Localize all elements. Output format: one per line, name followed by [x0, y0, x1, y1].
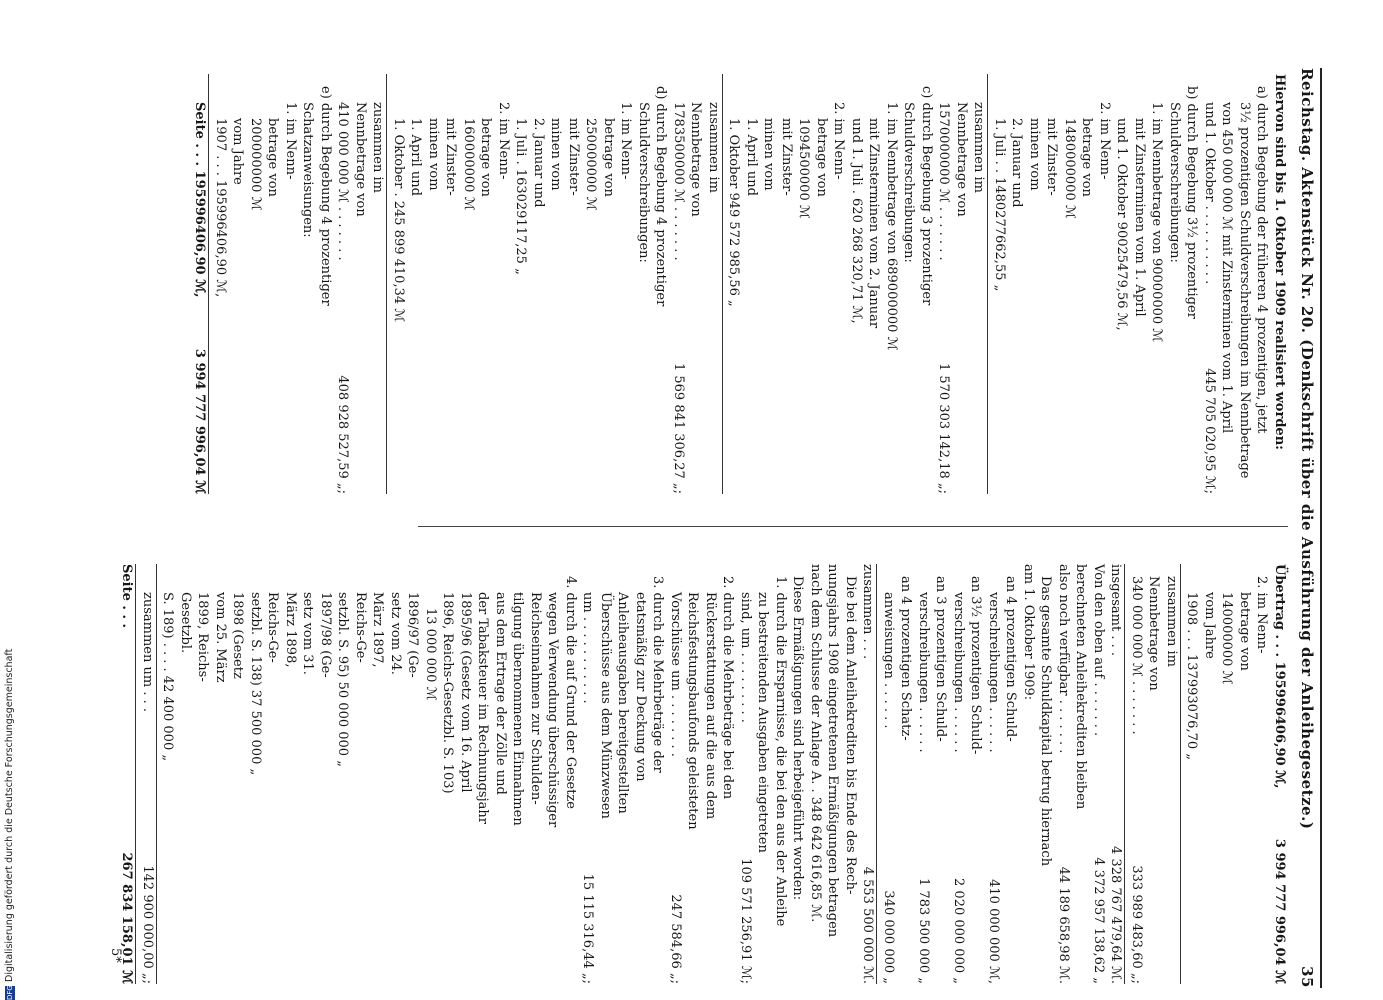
right-column — [118, 564, 1288, 984]
left-line — [970, 74, 989, 494]
left-line — [705, 74, 724, 494]
left-line — [813, 74, 831, 494]
left-line — [991, 74, 1009, 494]
left-line — [1078, 74, 1096, 494]
left-line — [635, 74, 653, 494]
right-line — [702, 564, 720, 984]
line-text: an 4 prozentigen Schuld- — [1003, 576, 1019, 742]
right-line — [299, 564, 317, 984]
left-line — [617, 74, 635, 494]
right-line — [139, 564, 158, 984]
line-amount: 44 189 658,98 ℳ. — [1056, 866, 1071, 984]
right-line — [824, 564, 842, 984]
line-text: tilgung übernommenen Einnahmen — [510, 592, 526, 826]
right-line — [915, 564, 933, 984]
right-line — [897, 564, 915, 984]
line-text: wegen Verwendung überschüssiger — [545, 592, 561, 828]
right-line — [667, 564, 685, 984]
left-line — [212, 74, 230, 494]
right-line — [932, 564, 950, 984]
right-line — [229, 564, 247, 984]
line-text: Rückerstattungen auf die aus dem — [703, 592, 718, 820]
left-line — [918, 74, 936, 494]
line-text: 2. im Nenn- — [496, 102, 511, 180]
left-line — [229, 74, 247, 494]
line-text: 200000000 ℳ — [248, 118, 263, 211]
left-line — [1201, 74, 1219, 494]
right-line — [967, 564, 985, 984]
left-line — [1061, 74, 1079, 494]
right-line — [1201, 564, 1219, 984]
line-text: aus dem Ertrage der Zölle und — [493, 592, 508, 795]
left-line — [725, 74, 743, 494]
right-line — [387, 564, 405, 984]
line-text: 2. Januar und — [531, 118, 546, 208]
line-text: Schuldverschreibungen: — [1167, 102, 1182, 263]
line-text: also noch verfügbar . . . . . . . — [1056, 564, 1071, 754]
left-line — [334, 74, 352, 494]
line-text: 1. Oktober . 245 899 410,34 ℳ — [391, 118, 406, 323]
line-amount: 410 000 000 ℳ, — [986, 879, 1001, 984]
line-text: mit Zinster- — [1044, 118, 1060, 196]
line-text: 13 000 000 ℳ — [423, 608, 438, 701]
right-line — [369, 564, 387, 984]
line-text: nungsjahrs 1908 eingetretenen Ermäßigungen betragen — [825, 564, 841, 938]
line-text: 1094500000 ℳ — [796, 118, 812, 219]
line-text: 2. Januar und — [1009, 118, 1025, 208]
right-line — [544, 564, 562, 984]
line-text: 1896, Reichs-Gesetzbl. S. 103) — [440, 592, 456, 794]
left-line — [1148, 74, 1166, 494]
line-text: 1899, Reichs- — [195, 592, 211, 682]
line-text: b) durch Begebung 3½ prozentiger — [1184, 86, 1200, 319]
left-line — [582, 74, 600, 494]
line-amount: 2 020 000 000 „ — [951, 878, 966, 984]
line-text: betrage von — [814, 118, 829, 197]
right-line — [985, 564, 1003, 984]
line-text: Reichsfestungsbaufonds geleisteten — [685, 592, 701, 830]
left-line — [477, 74, 495, 494]
right-line — [597, 564, 615, 984]
left-line — [282, 74, 300, 494]
right-line — [719, 564, 737, 984]
line-text: der Tabaksteuer im Rechnungsjahr — [475, 592, 491, 824]
line-text: 2. im Nenn- — [1097, 102, 1112, 180]
line-amount: 445 705 020,95 ℳ; — [1202, 368, 1217, 494]
right-line — [859, 564, 878, 984]
left-line — [1026, 74, 1044, 494]
left-line — [1043, 74, 1061, 494]
line-text: 1. durch die Ersparnisse, die bei den aus der Anleihe — [773, 576, 788, 927]
line-text: mit Zinsterminen vom 1. April — [1132, 118, 1147, 317]
line-amount: 333 989 483,60 „; — [1129, 865, 1144, 984]
line-text: 2. im Nenn- — [1254, 576, 1270, 654]
line-text: 3½ prozentigen Schuldverschreibungen im Nennbetrage — [1237, 102, 1252, 479]
line-amount: 4 328 767 479,64 ℳ. — [1108, 846, 1124, 984]
left-column — [191, 74, 1288, 494]
line-text: minen vom — [426, 118, 441, 191]
line-text: 3. durch die Mehrbeträge der — [650, 576, 666, 773]
left-line — [495, 74, 513, 494]
line-text: Vorschüsse um . . . . . . . . — [668, 592, 683, 757]
dfg-logo: DFG — [5, 985, 14, 1000]
right-line — [1163, 564, 1182, 984]
line-text: zusammen im — [370, 102, 386, 193]
line-text: 1908 . . . 137993076,70 „ — [1184, 592, 1200, 760]
right-line — [439, 564, 457, 984]
line-text: Reichs-Ge- — [353, 592, 368, 663]
column-divider — [418, 526, 1288, 527]
left-line — [1131, 74, 1149, 494]
right-line — [1002, 564, 1020, 984]
line-text: 1. im Nennbetrage von 689000000 ℳ — [884, 102, 899, 351]
right-line — [1183, 564, 1201, 984]
line-text: 410 000 000 ℳ . . . . . . . — [335, 102, 351, 261]
right-line — [562, 564, 580, 984]
right-line — [1271, 564, 1289, 984]
left-line — [1218, 74, 1236, 494]
line-text: setz vom 31. — [300, 592, 316, 675]
left-line — [848, 74, 866, 494]
line-text: verschreibungen . . . . . . — [916, 592, 931, 753]
left-line — [565, 74, 583, 494]
line-text: zusammen um . . . — [140, 592, 155, 712]
line-text: minen vom — [761, 118, 777, 191]
left-line — [1166, 74, 1184, 494]
right-line — [632, 564, 650, 984]
line-text: betrage von — [1079, 118, 1095, 197]
line-text: vom Jahre — [230, 118, 246, 185]
line-text: mit Zinster- — [566, 118, 581, 196]
line-text: c) durch Begebung 3 prozentiger — [919, 86, 934, 306]
left-line — [883, 74, 901, 494]
right-line — [194, 564, 212, 984]
left-line — [530, 74, 548, 494]
left-line — [687, 74, 705, 494]
line-text: mit Zinster- — [443, 118, 459, 196]
right-line — [334, 564, 352, 984]
line-text: Überschüsse aus dem Münzwesen — [598, 592, 613, 819]
line-amount: 3 994 777 996,04 ℳ — [1272, 838, 1287, 984]
page-header — [1294, 68, 1320, 988]
line-text: von 450 000 000 ℳ mit Zinsterminen vom 1. April — [1219, 102, 1235, 434]
right-line — [527, 564, 545, 984]
line-text: an 3 prozentigen Schuld- — [933, 576, 949, 742]
line-text: betrage von — [1237, 592, 1252, 671]
line-text: 140000000 ℳ — [1219, 592, 1235, 685]
right-line — [807, 564, 825, 984]
right-line — [1145, 564, 1163, 984]
left-line — [670, 74, 688, 494]
line-text: 1. April und — [744, 118, 759, 196]
line-text: 4. durch die auf Grund der Gesetze — [563, 576, 578, 809]
line-text: verschreibungen . . . . . . — [951, 592, 966, 753]
left-line — [743, 74, 761, 494]
line-amount: 408 928 527,59 „; — [335, 375, 351, 494]
left-line — [1113, 74, 1131, 494]
line-amount: 15 115 316,44 „; — [580, 873, 596, 984]
line-amount: 4 372 957 138,62 „ — [1091, 857, 1106, 984]
line-text: an 3½ prozentigen Schuld- — [968, 576, 984, 755]
line-text: 1. im Nenn- — [283, 102, 298, 180]
page-number: 35 — [1298, 966, 1316, 988]
line-text: zusammen . . . — [860, 564, 876, 660]
line-text: insgesamt . . . — [1108, 564, 1124, 656]
line-text: März 1897, — [370, 592, 386, 668]
left-line — [935, 74, 953, 494]
line-text: Nennbetrage von — [353, 102, 368, 217]
line-text: zusammen im — [971, 102, 987, 193]
line-text: setzbl. S. 138) 37 500 000 „ — [248, 592, 263, 776]
line-text: minen vom — [1027, 118, 1042, 191]
left-line — [865, 74, 883, 494]
left-line — [390, 74, 408, 494]
left-line — [407, 74, 425, 494]
line-text: 250000000 ℳ — [583, 118, 599, 211]
line-text: zusammen im — [1164, 576, 1179, 667]
line-text: Seite . . . 195996406,90 ℳ, — [192, 102, 208, 298]
right-line — [492, 564, 510, 984]
line-text: minen vom — [548, 118, 564, 191]
line-amount: 247 584,66 „; — [668, 894, 683, 984]
line-amount: 4 553 500 000 ℳ. — [860, 866, 876, 984]
line-text: 2. im Nenn- — [831, 102, 847, 180]
right-line — [212, 564, 230, 984]
left-line — [795, 74, 813, 494]
right-line — [772, 564, 790, 984]
line-text: anweisungen . . . . . . — [881, 592, 896, 729]
right-line — [118, 564, 137, 984]
right-line — [1037, 564, 1055, 984]
line-text: Nennbetrage von — [688, 102, 704, 217]
right-line — [649, 564, 667, 984]
right-line — [282, 564, 300, 984]
right-line — [950, 564, 968, 984]
line-text: Die bei dem Anleihekrediten bis Ende des Rech- — [843, 576, 858, 895]
line-text: 1. Juli . . 1480277662,55 „ — [992, 118, 1007, 292]
right-line — [474, 564, 492, 984]
right-line — [789, 564, 807, 984]
left-line — [369, 74, 388, 494]
line-text: 1. im Nennbetrage von 90000000 ℳ — [1149, 102, 1165, 343]
line-text: e) durch Begebung 4 prozentiger — [318, 86, 333, 306]
line-text: vom 25. März — [213, 592, 228, 683]
right-line — [1253, 564, 1271, 984]
line-text: März 1898, — [283, 592, 298, 668]
line-text: nach dem Schlusse der Anlage A. . 348 642 616,85 ℳ. — [808, 564, 823, 923]
line-text: Schuldverschreibungen: — [636, 102, 651, 263]
right-line — [247, 564, 265, 984]
line-text: Das gesamte Schuldkapital betrug hiernach — [1038, 576, 1054, 867]
line-text: 1783500000 ℳ . . . . . . . — [671, 102, 686, 261]
line-text: 160000000 ℳ — [461, 118, 476, 211]
left-line — [460, 74, 478, 494]
left-line — [317, 74, 335, 494]
right-line — [1072, 564, 1090, 984]
digitization-note-text: Digitalisierung gefördert durch die Deutsche Forschungsgemeinschaft — [4, 648, 15, 982]
line-text: berechneten Anleihekrediten bleiben — [1073, 564, 1089, 810]
right-line — [737, 564, 755, 984]
line-text: d) durch Begebung 4 prozentiger — [653, 86, 669, 307]
line-amount: 267 834 158,01 ℳ — [119, 852, 135, 984]
left-line — [1253, 74, 1271, 494]
right-line — [1055, 564, 1073, 984]
left-line — [1236, 74, 1254, 494]
line-text: Reichs-Ge- — [265, 592, 281, 663]
right-line — [684, 564, 702, 984]
signature-mark: 5* — [108, 948, 123, 963]
line-text: 1. Juli . 163029117,25 „ — [513, 118, 529, 275]
line-text: 1570000000 ℳ . . . . . . . — [936, 102, 952, 261]
line-amount: 109 571 256,91 ℳ; — [738, 858, 753, 984]
left-line — [953, 74, 971, 494]
line-text: 1897/98 (Ge- — [318, 592, 333, 678]
right-line — [1236, 564, 1254, 984]
line-text: Nennbetrage von — [954, 102, 969, 217]
line-text: zu bestreitenden Ausgaben eingetreten — [755, 592, 771, 853]
line-text: etatsmäßig zur Deckung von — [633, 592, 648, 782]
right-line — [579, 564, 597, 984]
right-line — [842, 564, 860, 984]
line-amount: 3 994 777 996,04 ℳ — [192, 348, 208, 494]
left-line — [547, 74, 565, 494]
left-line — [512, 74, 530, 494]
left-line — [264, 74, 282, 494]
left-line — [1008, 74, 1026, 494]
line-amount: 1 783 500 000 „ — [916, 878, 931, 984]
line-text: 340 000 000 ℳ . . . . . . . — [1129, 576, 1144, 735]
right-line — [422, 564, 440, 984]
line-text: zusammen im — [706, 102, 721, 193]
right-line — [264, 564, 282, 984]
left-line — [760, 74, 778, 494]
left-line — [1271, 74, 1289, 494]
line-text: betrage von — [478, 118, 494, 197]
right-line — [614, 564, 632, 984]
right-line — [509, 564, 527, 984]
line-text: Seite . . . — [119, 564, 135, 629]
right-line — [159, 564, 177, 984]
line-text: a) durch Begebung der früheren 4 prozentigen, jetzt — [1254, 86, 1270, 434]
line-text: Diese Ermäßigungen sind herbeigeführt worden: — [790, 576, 806, 901]
line-text: verschreibungen . . . . . . — [986, 592, 1001, 753]
line-text: 1. Oktober 949 572 985,56 „ — [726, 118, 742, 307]
line-text: mit Zinster- — [779, 118, 794, 196]
line-amount: 340 000 000 „ — [881, 890, 896, 984]
left-line — [247, 74, 265, 494]
line-amount: 1 570 303 142,18 „; — [936, 362, 952, 494]
line-text: 1896/97 (Ge- — [405, 592, 421, 678]
left-line — [425, 74, 443, 494]
right-line — [457, 564, 475, 984]
line-amount: 1 569 841 306,27 „; — [671, 362, 686, 494]
left-line — [299, 74, 317, 494]
right-line — [1128, 564, 1146, 984]
line-text: um . . . . . . . . . . . — [580, 592, 596, 704]
line-text: Übertrag . . . 195996406,90 ℳ, — [1272, 564, 1287, 789]
left-line — [778, 74, 796, 494]
line-text: Gesetzbl. — [178, 592, 193, 654]
line-text: Anleiheausgaben bereitgestellten — [615, 592, 631, 814]
line-text: S. 189) . . . . 42 400 000 „ — [160, 592, 176, 762]
right-line — [317, 564, 335, 984]
line-text: Schuldverschreibungen: — [901, 102, 917, 263]
line-text: sind, um . . . . . . . . . — [738, 592, 753, 723]
line-text: vom Jahre — [1202, 592, 1217, 659]
left-line — [442, 74, 460, 494]
right-line — [1107, 564, 1126, 984]
right-line — [1020, 564, 1038, 984]
line-text: 1. im Nenn- — [618, 102, 634, 180]
line-text: an 4 prozentigen Schatz- — [898, 576, 914, 741]
left-line — [900, 74, 918, 494]
line-text: und 1. Oktober 90025479,56 ℳ, — [1114, 118, 1130, 331]
right-line — [404, 564, 422, 984]
line-text: 2. durch die Mehrbeträge bei den — [720, 576, 736, 800]
line-text: Reichseinnahmen zur Schulden- — [528, 592, 543, 805]
line-text: am 1. Oktober 1909: — [1021, 564, 1036, 701]
line-text: setz vom 24. — [388, 592, 403, 675]
line-text: setzbl. S. 95) 50 000 000 „ — [335, 592, 351, 767]
left-line — [1096, 74, 1114, 494]
line-text: betrage von — [265, 118, 281, 197]
left-line — [652, 74, 670, 494]
line-text: 1895/96 (Gesetz vom 16. April — [458, 592, 473, 793]
left-line — [830, 74, 848, 494]
line-text: betrage von — [601, 118, 616, 197]
left-line — [191, 74, 210, 494]
right-line — [1090, 564, 1108, 984]
line-text: 1. April und — [408, 118, 424, 196]
digitization-note — [4, 649, 15, 1000]
line-text: Schatzanweisungen: — [300, 102, 316, 238]
left-line — [600, 74, 618, 494]
left-line — [1183, 74, 1201, 494]
line-text: 1907 . . . 195996406,90 ℳ, — [213, 118, 228, 298]
right-line — [880, 564, 898, 984]
header-rule — [1320, 68, 1322, 988]
line-text: und 1. Oktober . . . . . . . . . . — [1202, 102, 1217, 285]
line-text: mit Zinsterminen vom 2. Januar — [866, 118, 882, 329]
rotated-print-area — [68, 68, 1328, 988]
line-text: Nennbetrage von — [1146, 576, 1162, 691]
right-line — [352, 564, 370, 984]
left-line — [352, 74, 370, 494]
line-text: 1898 (Gesetz — [230, 592, 246, 679]
right-line — [754, 564, 772, 984]
line-text: 1480000000 ℳ — [1062, 118, 1077, 219]
header-title: Reichstag. Aktenstück Nr. 20. (Denkschrift über die Ausführung der Anleihegesetze.) — [1298, 68, 1316, 830]
line-amount: 142 900 000,00 „; — [140, 865, 155, 984]
right-line — [177, 564, 195, 984]
right-line — [1218, 564, 1236, 984]
line-text: Von den oben auf . . . . . . . — [1091, 564, 1106, 737]
line-text: und 1. Juli . 620 268 320,71 ℳ, — [849, 118, 864, 324]
line-text: Hiervon sind bis 1. Oktober 1909 realisiert worden: — [1272, 74, 1287, 450]
